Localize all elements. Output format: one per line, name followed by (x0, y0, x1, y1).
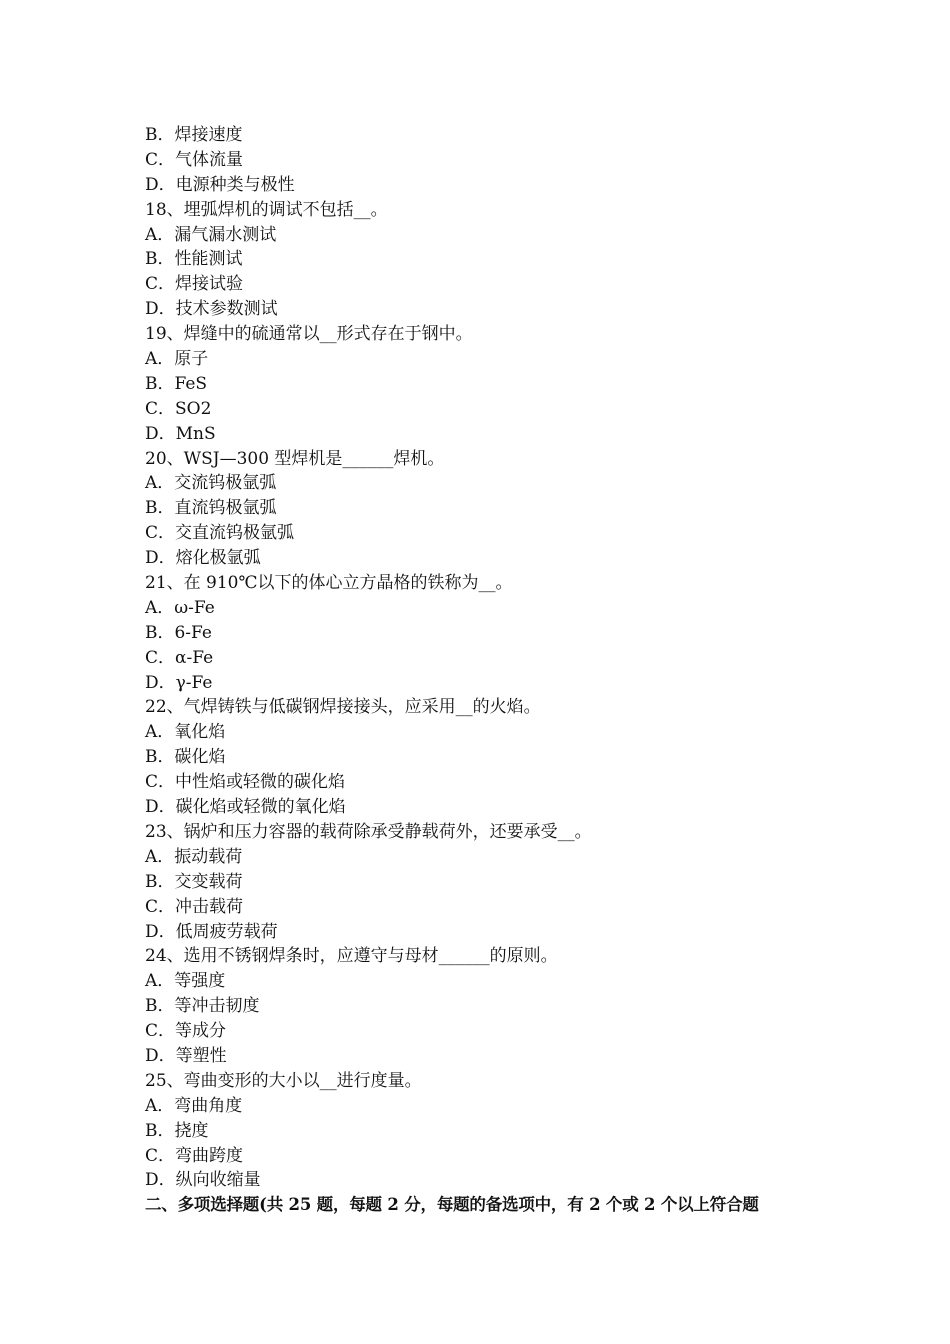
option-text: B．性能测试 (145, 249, 243, 270)
option-text: C．气体流量 (145, 149, 244, 170)
question-text: 23、锅炉和压力容器的载荷除承受静载荷外，还要承受__。 (145, 821, 592, 842)
option-text: D．等塑性 (145, 1045, 227, 1066)
question-text: 25、弯曲变形的大小以__进行度量。 (145, 1070, 422, 1091)
option-text: B．焊接速度 (145, 125, 243, 145)
option-text: C．α-Fe (145, 647, 214, 668)
question-text: 20、WSJ—300 型焊机是______焊机。 (145, 448, 445, 469)
question-text: 18、埋弧焊机的调试不包括__。 (145, 199, 388, 220)
option-text: A．等强度 (145, 971, 226, 992)
option-text: B．等冲击韧度 (145, 996, 260, 1017)
option-text: D．熔化极氩弧 (145, 548, 261, 569)
option-text: C．冲击载荷 (145, 896, 244, 917)
option-text: B．挠度 (145, 1120, 209, 1141)
option-text: C．等成分 (145, 1021, 227, 1042)
option-text: C．中性焰或轻微的碳化焰 (145, 772, 346, 793)
option-text: D．γ-Fe (145, 672, 213, 693)
option-text: D．MnS (145, 423, 216, 444)
option-text: A．漏气漏水测试 (145, 224, 277, 245)
question-text: 19、焊缝中的硫通常以__形式存在于钢中。 (145, 324, 473, 345)
option-text: B．6-Fe (145, 622, 212, 643)
option-text: D．低周疲劳载荷 (145, 921, 278, 942)
option-text: C．交直流钨极氩弧 (145, 523, 295, 544)
document-page (145, 123, 835, 1218)
section-heading: 二、多项选择题(共 25 题，每题 2 分，每题的备选项中，有 2 个或 2 个以上符合题 (145, 1195, 759, 1215)
option-text: B．直流钨极氩弧 (145, 498, 277, 519)
option-text: C．焊接试验 (145, 274, 244, 295)
question-text: 22、气焊铸铁与低碳钢焊接接头，应采用__的火焰。 (145, 697, 541, 718)
option-text: A．氧化焰 (145, 722, 226, 743)
question-text: 21、在 910℃以下的体心立方晶格的铁称为__。 (145, 573, 513, 594)
option-text: C．弯曲跨度 (145, 1145, 244, 1166)
option-text: B．FeS (145, 373, 208, 394)
option-text: A．振动载荷 (145, 846, 243, 867)
option-text: D．电源种类与极性 (145, 174, 295, 195)
question-text: 24、选用不锈钢焊条时，应遵守与母材______的原则。 (145, 946, 558, 967)
option-text: D．纵向收缩量 (145, 1170, 261, 1191)
option-text: A．交流钨极氩弧 (145, 473, 277, 494)
option-text: A．原子 (145, 349, 209, 370)
option-text: B．碳化焰 (145, 747, 226, 768)
option-text: C．SO2 (145, 398, 212, 419)
option-text: A．ω-Fe (145, 597, 215, 618)
option-text: A．弯曲角度 (145, 1095, 243, 1116)
option-text: D．碳化焰或轻微的氧化焰 (145, 797, 346, 818)
option-text: B．交变载荷 (145, 871, 243, 892)
option-text: D．技术参数测试 (145, 299, 278, 320)
